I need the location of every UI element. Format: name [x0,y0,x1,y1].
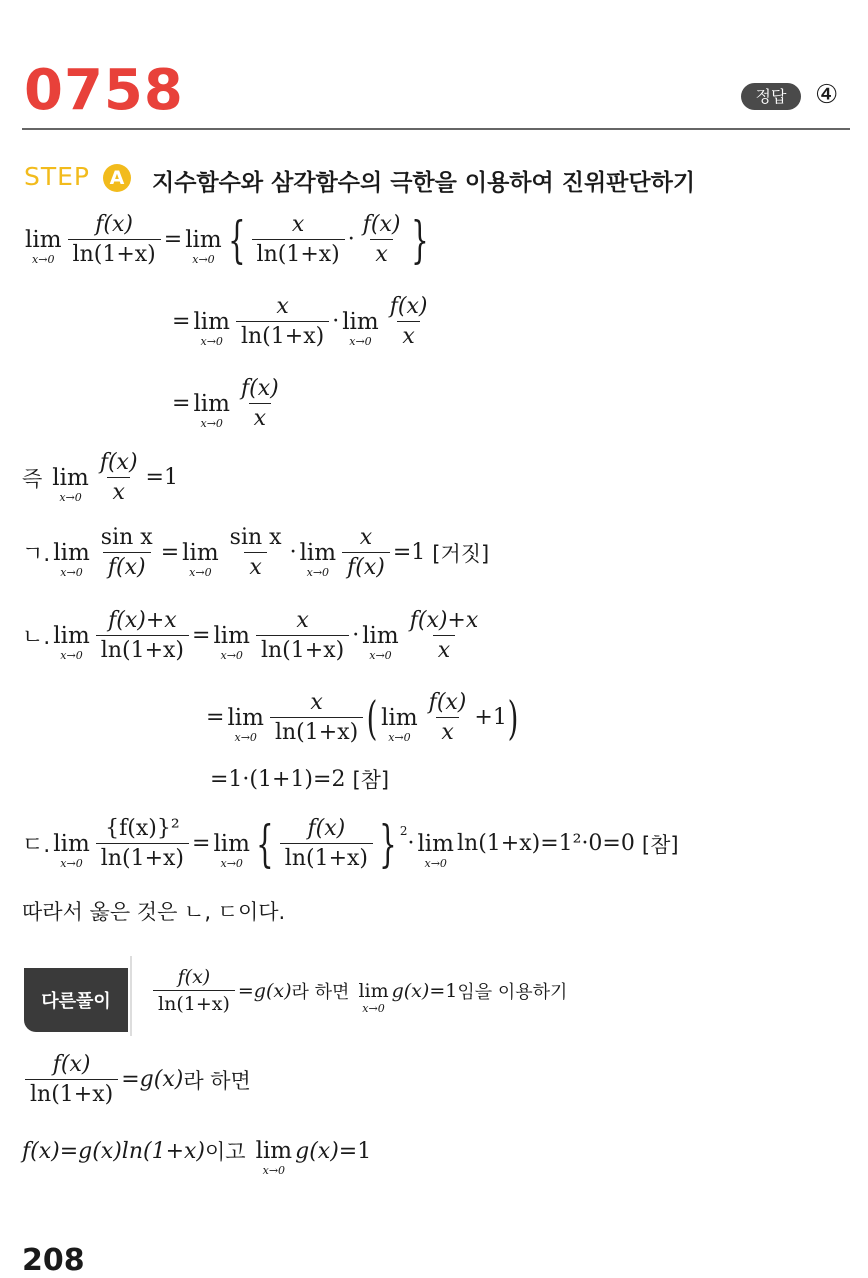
step-letter-badge: A [103,164,131,192]
limit-operator: lim x→0 [213,622,250,662]
limit-operator: lim x→0 [417,830,454,870]
fraction: $\frac{x}{\ln(1+x)}$ [236,294,329,349]
fraction: $\frac{f(x)}{\ln(1+x)}$ [68,212,161,267]
fraction: $\frac{f(x)+x}{\ln(1+x)}$ [96,608,189,663]
statement-a: ㄱ. lim x→0 $\frac{\text{sin x}}{f(x)}$ = lim x→0 $\frac{\text{sin x}}{x}$ · lim x→0 $\frac{x}{f(x)}$ = 1 [거짓] [22,525,490,580]
equation-line-3: = lim x→0 $\frac{f(x)}{x}$ [172,376,287,431]
fraction: $\frac{\text{sin x}}{x}$ [229,525,282,580]
fraction: $\frac{\text{\{f(x)\}²}}{\ln(1+x)}$ [96,816,189,871]
alt-line-2: f(x)=g(x)ln(1+x) 이고 lim x→0 g(x) = 1 [22,1138,372,1177]
statement-b-step-2: = lim x→0 $\frac{x}{\ln(1+x)}$ ( lim x→0 $\frac{f(x)}{x}$ +1 ) [206,690,519,745]
fraction: $\frac{f(x)+x}{x}$ [409,608,479,663]
step-label: STEP [24,162,91,191]
limit-operator: lim x→0 [193,390,230,430]
true-tag: [참] [352,768,390,792]
fraction: $\frac{f(x)}{x}$ [240,376,279,431]
alt-summary: $\frac{f(x)}{\ln(1+x)}$ = g(x) 라 하면 lim x→0 g(x) = 1 임을 이용하기 [150,966,567,1015]
fraction: $\frac{x}{\ln(1+x)}$ [252,212,345,267]
fraction: $\frac{f(x)}{\ln(1+x)}$ [153,966,235,1015]
answer-value: ④ [815,80,839,110]
limit-operator: lim x→0 [53,622,90,662]
label-c: ㄷ. [22,833,51,858]
limit-operator: lim x→0 [381,704,418,744]
problem-number: 0758 [24,58,184,123]
alt-divider [130,956,132,1036]
statement-b-step-3: =1·(1+1)=2 [참] [210,764,389,794]
true-tag: [참] [641,832,679,857]
fraction: $\frac{f(x)}{x}$ [389,294,428,349]
fraction: $\frac{x}{\ln(1+x)}$ [256,608,349,663]
fraction: $\frac{f(x)}{\ln(1+x)}$ [280,816,373,871]
fraction: $\frac{x}{f(x)}$ [342,525,390,580]
limit-operator: lim x→0 [255,1138,293,1177]
equation-line-2: = lim x→0 $\frac{x}{\ln(1+x)}$ · lim x→0 $\frac{f(x)}{x}$ [172,294,435,349]
limit-operator: lim x→0 [362,622,399,662]
equation-line-1: lim x→0 $\frac{f(x)}{\ln(1+x)}$ = lim x→0 { $\frac{x}{\ln(1+x)}$ · $\frac{f(x)}{x}$ } [25,210,430,269]
limit-operator: lim x→0 [358,979,389,1015]
limit-operator: lim x→0 [53,830,90,870]
fraction: $\frac{f(x)}{x}$ [99,450,138,505]
equation-line-4: 즉 lim x→0 $\frac{f(x)}{x}$ = 1 [22,450,178,505]
limit-operator: lim x→0 [185,226,222,266]
limit-operator: lim x→0 [182,539,219,579]
answer-badge: 정답 [741,83,801,110]
page-number: 208 [22,1243,85,1278]
limit-operator: lim x→0 [213,830,250,870]
limit-operator: lim x→0 [52,464,89,504]
fraction: $\frac{x}{\ln(1+x)}$ [270,690,363,745]
fraction: $\frac{f(x)}{\ln(1+x)}$ [25,1052,118,1107]
header-divider [22,128,850,130]
limit-operator: lim x→0 [193,308,230,348]
fraction: $\frac{\text{sin x}}{f(x)}$ [100,525,153,580]
false-tag: [거짓] [432,541,490,566]
limit-operator: lim x→0 [53,539,90,579]
alt-line-1: $\frac{f(x)}{\ln(1+x)}$ = g(x) 라 하면 [22,1052,251,1107]
limit-operator: lim x→0 [25,226,62,266]
alt-solution-label: 다른풀이 [24,968,128,1032]
fraction: $\frac{f(x)}{x}$ [362,212,401,267]
fraction: $\frac{f(x)}{x}$ [428,690,467,745]
label-b: ㄴ. [22,625,51,650]
step-title: 지수함수와 삼각함수의 극한을 이용하여 진위판단하기 [152,170,696,196]
statement-c: ㄷ. lim x→0 $\frac{\text{\{f(x)\}²}}{\ln(1+x)}$ = lim x→0 { $\frac{f(x)}{\ln(1+x)}$ } $^2$ · lim x→0 ln(1+x)=1²·0=0 [참] [22,814,679,873]
limit-operator: lim x→0 [227,704,264,744]
limit-operator: lim x→0 [299,539,337,579]
statement-b: ㄴ. lim x→0 $\frac{f(x)+x}{\ln(1+x)}$ = lim x→0 $\frac{x}{\ln(1+x)}$ · lim x→0 $\frac{f(x)+x}{x}$ [22,608,486,663]
label-a: ㄱ. [22,542,51,567]
limit-operator: lim x→0 [342,308,379,348]
conclusion: 따라서 옳은 것은 ㄴ, ㄷ이다. [22,900,286,924]
